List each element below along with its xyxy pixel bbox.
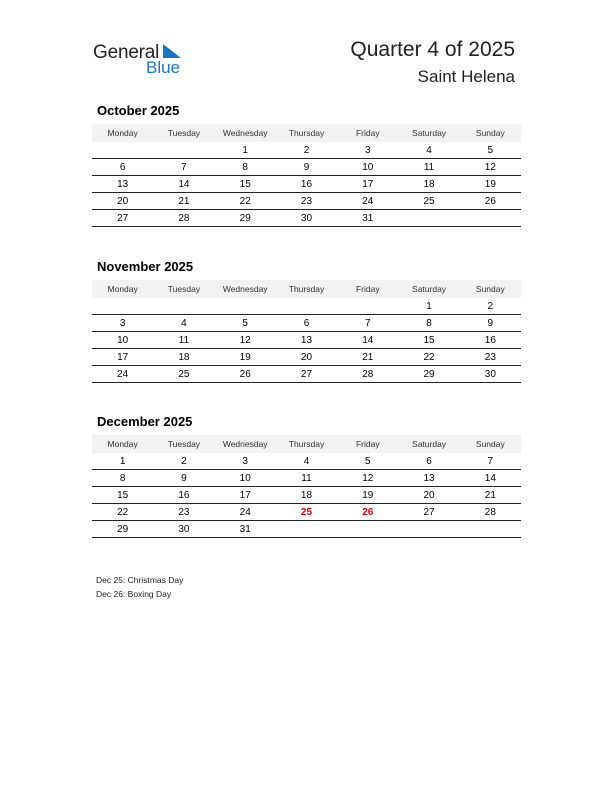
day-cell: 29 bbox=[423, 368, 435, 380]
day-cell: 10 bbox=[117, 334, 129, 346]
day-cell: 20 bbox=[117, 195, 129, 207]
day-cell: 20 bbox=[423, 489, 435, 501]
month-november bbox=[92, 259, 521, 383]
day-cell: 3 bbox=[364, 144, 371, 156]
day-cell: 1 bbox=[426, 300, 432, 312]
day-cell: 16 bbox=[484, 334, 496, 346]
day-cell: 17 bbox=[239, 489, 251, 501]
day-cell: 9 bbox=[303, 161, 310, 173]
day-cell: 11 bbox=[301, 472, 312, 484]
weekday-header: Tuesday bbox=[167, 439, 201, 449]
day-cell: 17 bbox=[362, 178, 374, 190]
day-cell: 12 bbox=[362, 472, 374, 484]
week-row bbox=[92, 453, 521, 470]
weekday-header: Sunday bbox=[475, 128, 505, 138]
weekday-header: Friday bbox=[355, 439, 380, 449]
day-cell: 28 bbox=[178, 212, 190, 224]
week-row bbox=[92, 315, 521, 332]
day-cell: 23 bbox=[178, 506, 190, 518]
day-cell: 13 bbox=[300, 334, 313, 346]
month-title: October 2025 bbox=[97, 103, 180, 118]
day-cell: 8 bbox=[119, 472, 126, 484]
day-cell: 3 bbox=[242, 455, 248, 467]
day-cell: 27 bbox=[300, 368, 313, 380]
weekday-header: Thursday bbox=[288, 284, 325, 294]
day-cell: 28 bbox=[362, 368, 374, 380]
weekday-header-row bbox=[92, 280, 521, 298]
weekday-header-row bbox=[92, 124, 521, 142]
day-cell: 4 bbox=[181, 317, 187, 329]
day-cell: 25 bbox=[423, 195, 435, 207]
logo-text-general: General bbox=[93, 42, 160, 63]
day-cell: 8 bbox=[242, 161, 248, 173]
day-cell: 5 bbox=[487, 144, 494, 156]
week-row bbox=[92, 349, 521, 366]
day-cell: 18 bbox=[300, 489, 313, 501]
day-cell: 26 bbox=[484, 195, 496, 207]
day-cell: 21 bbox=[362, 351, 374, 363]
page-title: Quarter 4 of 2025 bbox=[350, 38, 515, 61]
day-cell: 24 bbox=[117, 368, 129, 380]
day-cell: 31 bbox=[239, 523, 251, 535]
day-cell: 30 bbox=[300, 212, 313, 224]
weekday-header: Friday bbox=[355, 128, 380, 138]
day-cell: 16 bbox=[178, 489, 190, 501]
day-cell: 12 bbox=[239, 334, 251, 346]
week-row bbox=[92, 159, 521, 176]
weekday-header: Wednesday bbox=[222, 439, 268, 449]
day-cell: 22 bbox=[117, 506, 129, 518]
day-cell: 10 bbox=[239, 472, 251, 484]
week-row bbox=[92, 521, 521, 538]
weekday-header: Friday bbox=[355, 284, 380, 294]
weekday-header: Saturday bbox=[412, 439, 447, 449]
day-cell: 18 bbox=[178, 351, 190, 363]
day-cell: 1 bbox=[119, 455, 126, 467]
day-cell: 27 bbox=[117, 212, 129, 224]
day-cell: 2 bbox=[303, 144, 310, 156]
weekday-header: Saturday bbox=[412, 128, 447, 138]
day-cell: 22 bbox=[239, 195, 251, 207]
day-cell: 26 bbox=[239, 368, 251, 380]
day-cell: 5 bbox=[364, 455, 371, 467]
day-cell: 1 bbox=[242, 144, 248, 156]
day-cell: 9 bbox=[487, 317, 494, 329]
day-cell: 24 bbox=[239, 506, 251, 518]
day-cell: 19 bbox=[362, 489, 374, 501]
day-cell: 31 bbox=[362, 212, 374, 224]
day-cell: 10 bbox=[362, 161, 374, 173]
day-cell: 26 bbox=[362, 506, 374, 518]
day-cell: 30 bbox=[484, 368, 496, 380]
week-row bbox=[92, 504, 521, 521]
logo-text-blue: Blue bbox=[146, 58, 181, 77]
week-row bbox=[92, 366, 521, 383]
month-title: December 2025 bbox=[97, 414, 193, 429]
weekday-header: Monday bbox=[107, 439, 138, 449]
weekday-header: Saturday bbox=[412, 284, 447, 294]
day-cell: 5 bbox=[242, 317, 248, 329]
day-cell: 2 bbox=[487, 300, 494, 312]
weekday-header: Sunday bbox=[475, 284, 505, 294]
day-cell: 19 bbox=[484, 178, 496, 190]
month-title: November 2025 bbox=[97, 259, 194, 274]
week-row bbox=[92, 193, 521, 210]
week-row bbox=[92, 470, 521, 487]
day-cell: 21 bbox=[484, 489, 496, 501]
day-cell: 23 bbox=[484, 351, 496, 363]
weekday-header: Tuesday bbox=[167, 128, 201, 138]
day-cell: 16 bbox=[300, 178, 313, 190]
day-cell: 14 bbox=[362, 334, 374, 346]
day-cell: 27 bbox=[423, 506, 435, 518]
day-cell: 28 bbox=[484, 506, 496, 518]
week-row bbox=[92, 176, 521, 193]
day-cell: 7 bbox=[364, 317, 371, 329]
weekday-header: Wednesday bbox=[222, 284, 268, 294]
day-cell: 15 bbox=[423, 334, 435, 346]
weekday-header: Thursday bbox=[288, 128, 325, 138]
week-row bbox=[92, 210, 521, 227]
month-december bbox=[92, 414, 521, 538]
weekday-header: Tuesday bbox=[167, 284, 201, 294]
day-cell: 13 bbox=[117, 178, 129, 190]
day-cell: 21 bbox=[178, 195, 190, 207]
day-cell: 6 bbox=[303, 317, 310, 329]
logo bbox=[93, 40, 193, 80]
month-october bbox=[92, 103, 521, 227]
week-row bbox=[92, 298, 521, 315]
day-cell: 24 bbox=[362, 195, 374, 207]
day-cell: 19 bbox=[239, 351, 251, 363]
day-cell: 11 bbox=[423, 161, 435, 173]
weekday-header: Thursday bbox=[288, 439, 325, 449]
day-cell: 4 bbox=[426, 144, 432, 156]
day-cell: 18 bbox=[423, 178, 435, 190]
day-cell: 8 bbox=[426, 317, 432, 329]
day-cell: 25 bbox=[300, 506, 313, 518]
page-subtitle: Saint Helena bbox=[417, 67, 515, 86]
day-cell: 7 bbox=[487, 455, 494, 467]
weekday-header: Wednesday bbox=[222, 128, 268, 138]
holiday-note: Dec 25: Christmas Day bbox=[96, 575, 184, 585]
weekday-header-row bbox=[92, 435, 521, 453]
week-row bbox=[92, 142, 521, 159]
week-row bbox=[92, 487, 521, 504]
day-cell: 13 bbox=[423, 472, 435, 484]
day-cell: 15 bbox=[239, 178, 251, 190]
day-cell: 23 bbox=[300, 195, 313, 207]
day-cell: 20 bbox=[300, 351, 313, 363]
day-cell: 7 bbox=[181, 161, 187, 173]
day-cell: 22 bbox=[423, 351, 435, 363]
day-cell: 17 bbox=[117, 351, 129, 363]
day-cell: 4 bbox=[303, 455, 310, 467]
day-cell: 25 bbox=[178, 368, 190, 380]
holiday-notes bbox=[96, 573, 183, 601]
day-cell: 2 bbox=[181, 455, 187, 467]
day-cell: 6 bbox=[426, 455, 432, 467]
day-cell: 3 bbox=[119, 317, 126, 329]
day-cell: 14 bbox=[484, 472, 496, 484]
day-cell: 12 bbox=[484, 161, 496, 173]
day-cell: 11 bbox=[178, 334, 190, 346]
weekday-header: Sunday bbox=[475, 439, 505, 449]
weekday-header: Monday bbox=[107, 128, 138, 138]
weekday-header: Monday bbox=[107, 284, 138, 294]
day-cell: 29 bbox=[239, 212, 251, 224]
day-cell: 29 bbox=[117, 523, 129, 535]
day-cell: 6 bbox=[119, 161, 126, 173]
day-cell: 9 bbox=[181, 472, 187, 484]
day-cell: 30 bbox=[178, 523, 190, 535]
day-cell: 15 bbox=[117, 489, 129, 501]
holiday-note: Dec 26: Boxing Day bbox=[96, 589, 172, 599]
day-cell: 14 bbox=[178, 178, 190, 190]
week-row bbox=[92, 332, 521, 349]
